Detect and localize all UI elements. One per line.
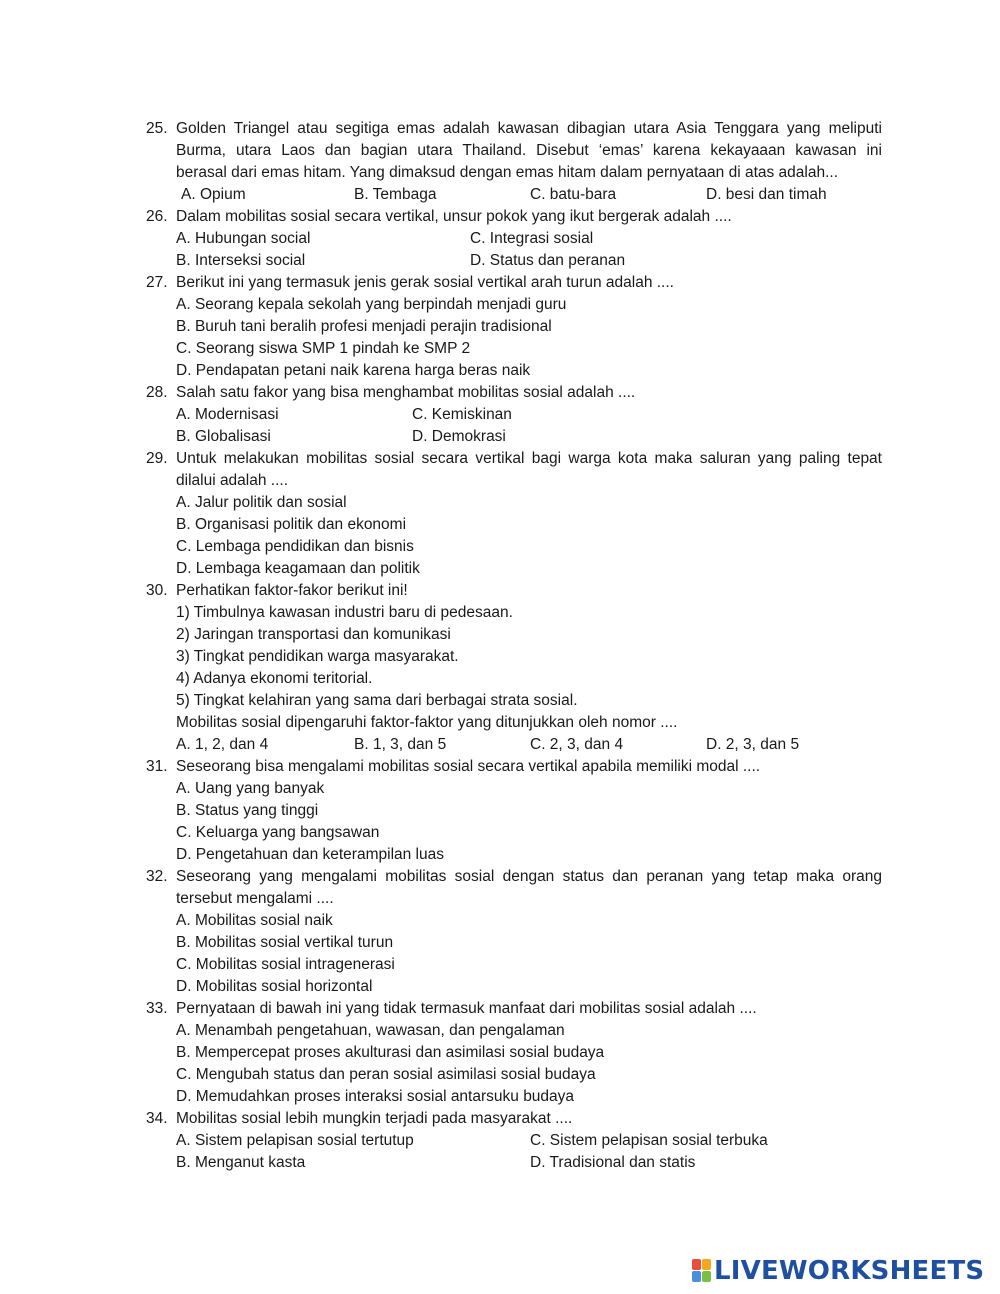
option-d[interactable]: D. Demokrasi [412, 428, 506, 445]
option-d[interactable]: D. Pendapatan petani naik karena harga beras naik [176, 362, 531, 379]
question-prompt: Mobilitas sosial dipengaruhi faktor-faktor yang ditunjukkan oleh nomor .... [176, 714, 678, 731]
option-c[interactable]: C. Integrasi sosial [470, 230, 594, 247]
question-text: Mobilitas sosial lebih mungkin terjadi pada masyarakat .... [176, 1110, 573, 1127]
option-d[interactable]: D. besi dan timah [706, 186, 827, 203]
liveworksheets-logo-icon [692, 1259, 712, 1283]
option-c[interactable]: C. Mobilitas sosial intragenerasi [176, 956, 395, 973]
option-b[interactable]: B. Mempercepat proses akulturasi dan asimilasi sosial budaya [176, 1044, 605, 1061]
option-c[interactable]: C. Sistem pelapisan sosial terbuka [530, 1132, 768, 1149]
option-d[interactable]: D. Pengetahuan dan keterampilan luas [176, 846, 444, 863]
option-a[interactable]: A. Mobilitas sosial naik [176, 912, 333, 929]
question-number: 31. [146, 758, 168, 775]
option-a[interactable]: A. Uang yang banyak [176, 780, 325, 797]
question-text: Perhatikan faktor-fakor berikut ini! [176, 582, 408, 599]
question-number: 34. [146, 1110, 168, 1127]
option-a[interactable]: A. Modernisasi [176, 406, 279, 423]
list-item: 1) Timbulnya kawasan industri baru di pedesaan. [176, 604, 513, 621]
question-number: 29. [146, 450, 168, 467]
option-a[interactable]: A. Jalur politik dan sosial [176, 494, 347, 511]
option-d[interactable]: D. Lembaga keagamaan dan politik [176, 560, 420, 577]
option-b[interactable]: B. 1, 3, dan 5 [354, 736, 447, 753]
question-number: 26. [146, 208, 168, 225]
option-a[interactable]: A. 1, 2, dan 4 [176, 736, 269, 753]
question-number: 25. [146, 120, 168, 137]
option-b[interactable]: B. Buruh tani beralih profesi menjadi perajin tradisional [176, 318, 552, 335]
option-a[interactable]: A. Menambah pengetahuan, wawasan, dan pengalaman [176, 1022, 565, 1039]
option-d[interactable]: D. 2, 3, dan 5 [706, 736, 800, 753]
question-text: Seseorang bisa mengalami mobilitas sosial secara vertikal apabila memiliki modal .... [176, 758, 761, 775]
option-b[interactable]: B. Mobilitas sosial vertikal turun [176, 934, 394, 951]
question-text: Salah satu fakor yang bisa menghambat mobilitas sosial adalah .... [176, 384, 636, 401]
list-item: 4) Adanya ekonomi teritorial. [176, 670, 373, 687]
question-text-line: Burma, utara Laos dan bagian utara Thailand. Disebut ‘emas’ karena kekayaaan kawasan ini [176, 142, 882, 159]
option-b[interactable]: B. Organisasi politik dan ekonomi [176, 516, 407, 533]
option-b[interactable]: B. Globalisasi [176, 428, 271, 445]
question-text: Dalam mobilitas sosial secara vertikal, unsur pokok yang ikut bergerak adalah .... [176, 208, 732, 225]
question-text-line: berasal dari emas hitam. Yang dimaksud dengan emas hitam dalam pernyataan di atas adalah... [176, 164, 839, 181]
option-c[interactable]: C. Lembaga pendidikan dan bisnis [176, 538, 414, 555]
logo-text: LIVEWORKSHEETS [714, 1256, 985, 1286]
question-number: 28. [146, 384, 168, 401]
question-text-line: dilalui adalah .... [176, 472, 289, 489]
question-text-line: Seseorang yang mengalami mobilitas sosial dengan status dan peranan yang tetap maka orang [176, 868, 882, 885]
list-item: 2) Jaringan transportasi dan komunikasi [176, 626, 451, 643]
question-number: 33. [146, 1000, 168, 1017]
option-c[interactable]: C. batu-bara [530, 186, 617, 203]
question-text-line: Untuk melakukan mobilitas sosial secara vertikal bagi warga kota maka saluran yang paling tepat [176, 450, 882, 467]
question-text: Pernyataan di bawah ini yang tidak termasuk manfaat dari mobilitas sosial adalah .... [176, 1000, 757, 1017]
question-number: 27. [146, 274, 168, 291]
option-b[interactable]: B. Tembaga [354, 186, 437, 203]
option-b[interactable]: B. Status yang tinggi [176, 802, 319, 819]
liveworksheets-logo[interactable] [692, 1256, 984, 1286]
question-number: 30. [146, 582, 168, 599]
option-d[interactable]: D. Mobilitas sosial horizontal [176, 978, 373, 995]
option-b[interactable]: B. Menganut kasta [176, 1154, 306, 1171]
question-text-line: tersebut mengalami .... [176, 890, 334, 907]
option-c[interactable]: C. Seorang siswa SMP 1 pindah ke SMP 2 [176, 340, 471, 357]
question-number: 32. [146, 868, 168, 885]
option-c[interactable]: C. Kemiskinan [412, 406, 512, 423]
option-d[interactable]: D. Tradisional dan statis [530, 1154, 696, 1171]
option-b[interactable]: B. Interseksi social [176, 252, 306, 269]
option-d[interactable]: D. Memudahkan proses interaksi sosial antarsuku budaya [176, 1088, 575, 1105]
option-a[interactable]: A. Hubungan social [176, 230, 311, 247]
question-text-line: Golden Triangel atau segitiga emas adalah kawasan dibagian utara Asia Tenggara yang meliputi [176, 120, 882, 137]
option-a[interactable]: A. Seorang kepala sekolah yang berpindah menjadi guru [176, 296, 567, 313]
option-c[interactable]: C. Keluarga yang bangsawan [176, 824, 380, 841]
option-a[interactable]: A. Sistem pelapisan sosial tertutup [176, 1132, 414, 1149]
list-item: 3) Tingkat pendidikan warga masyarakat. [176, 648, 459, 665]
option-d[interactable]: D. Status dan peranan [470, 252, 626, 269]
list-item: 5) Tingkat kelahiran yang sama dari berbagai strata sosial. [176, 692, 578, 709]
option-c[interactable]: C. Mengubah status dan peran sosial asimilasi sosial budaya [176, 1066, 596, 1083]
option-a[interactable]: A. Opium [181, 186, 246, 203]
option-c[interactable]: C. 2, 3, dan 4 [530, 736, 624, 753]
question-text: Berikut ini yang termasuk jenis gerak sosial vertikal arah turun adalah .... [176, 274, 674, 291]
